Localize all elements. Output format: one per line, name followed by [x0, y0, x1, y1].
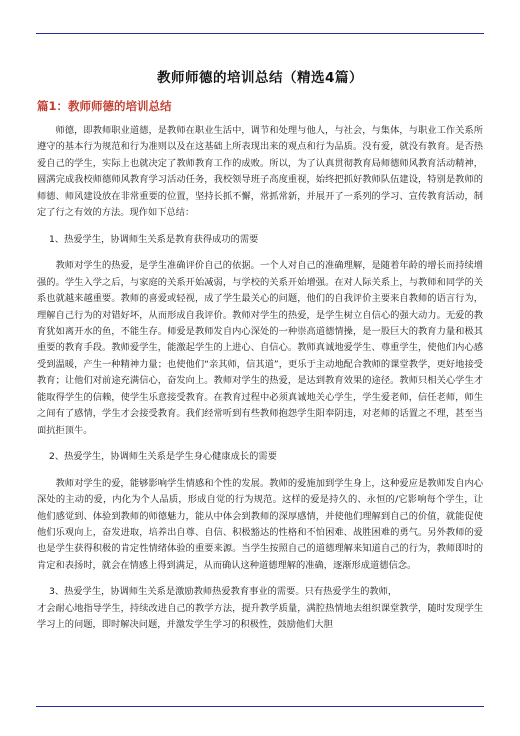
- header-rule: [36, 33, 484, 34]
- footer-rule: [36, 706, 484, 707]
- intro-paragraph: 师德，即教师职业道德，是教师在职业生活中，调节和处理与他人，与社会，与集体，与职业工作关系所遵守的基本行为规范和行为准则以及在这基础上所表现出来的观点和行为品质。没有爱，就没有教育。是否热爱自己的学生，实际上也就决定了教师教育工作的成败。所以，为了认真贯彻教育局师德师风教育活动精神，圆满完成我校师德师风教育学习活动任务，我校领导班子高度重视，始终把抓好教师队伍建设，特别是教师的师德、师风建设放在非常重要的位置，坚持长抓不懈，常抓常新，并展开了一系列的学习、宣传教育活动，制定了行之有效的方法。现作如下总结：: [37, 125, 483, 219]
- subsection-heading-2: 2、热爱学生，协调师生关系是学生身心健康成长的需要: [49, 451, 277, 463]
- subsection-body-1: 教师对学生的热爱，是学生准确评价自己的依据。一个人对自己的准确理解，是随着年龄的增长而持续增强的。学生入学之后，与家庭的关系开始减弱，与学校的关系开始增强。在对人际关系上，与教师和同学的关系也就越来越重要。教师的喜爱或轻视，成了学生最关心的问题，他们的自我评价主要来自教师的语言行为，理解自己行为的对错好坏，从而形成自我评价。教师对学生的热爱，是学生树立自信心的强大动力。无爱的教育犹如离开水的鱼，不能生存。师爱是教师发自内心深处的一种崇高道德情操，是一股巨大的教育力量和极其重要的教育手段。教师爱学生，能激起学生的上进心、自信心。教师真诚地爱学生、尊重学生，使他们内心感受到温暖，产生一种精神力量；也使他们“亲其师，信其道”，更乐于主动地配合教师的课堂教学，更好地接受教育；让他们对前途充满信心，奋发向上。教师对学生的热爱，是达到教育效果的途径。教师只相关心学生才能取得学生的信赖，使学生乐意接受教育。在教育过程中必须真诚地关心学生，学生爱老师，信任老师，师生之间有了感情，学生才会接受教育。我们经常听到有些教师抱怨学生阳奉阴违，对老师的话置之不理，甚至当面抗拒顶牛。: [37, 260, 483, 436]
- subsection-body-3: 才会耐心地指导学生，持续改进自己的教学方法，提升教学质量，满腔热情地去组织课堂教学，随时发现学生学习上的问题，即时解决问题，并激发学生学习的积极性，鼓励他们大胆: [37, 602, 483, 631]
- document-body: [37, 123, 483, 634]
- subsection-body-2: 教师对学生的爱，能够影响学生情感和个性的发展。教师的爱施加到学生身上，这种爱应是教师发自内心深处的主动的爱，内化为个人品质，形成自觉的行为规范。这样的爱是持久的、永恒的/它影响每个学生，让他们感觉到、体验到教师的师德魅力，能从中体会到教师的深厚感情，并使他们理解到自己的价值，就能促使他们乐观向上，奋发进取，培养出自尊、自信、积极豁达的性格和不怕困难、战胜困难的勇气。另外教师的爱也是学生获得积极的肯定性情绪体验的重要来源。当学生按照自己的道德理解来知道自己的行为，教师即时的肯定和表扬时，就会在情感上得到满足，从而确认这种道德理解的准确，逐渐形成道德信念。: [37, 477, 483, 571]
- document-title: 教师师德的培训总结（精选4篇）: [157, 70, 363, 86]
- section-heading: 篇1：教师师德的培训总结: [37, 99, 172, 113]
- subsection-heading-1: 1、热爱学生，协调师生关系是教育获得成功的需要: [49, 233, 259, 245]
- subsection-heading-3: 3、热爱学生，协调师生关系是激励教师热爱教育事业的需要。只有热爱学生的教师，: [49, 586, 398, 598]
